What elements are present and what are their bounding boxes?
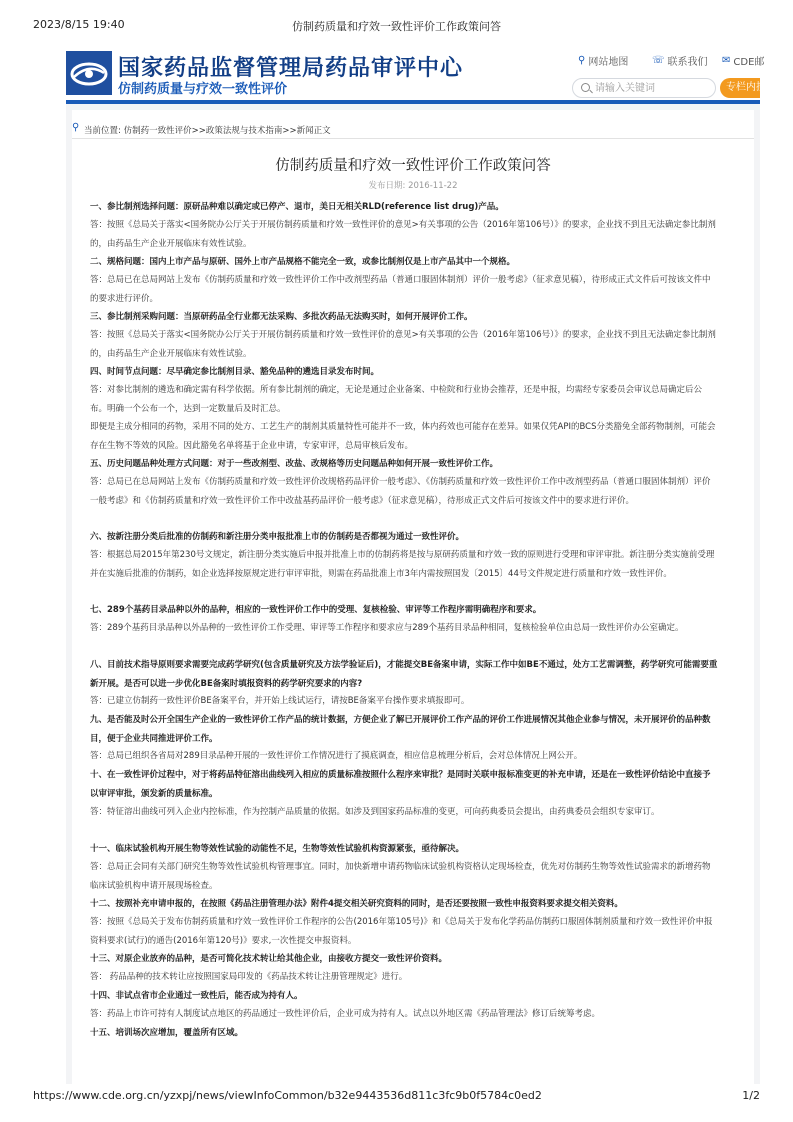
question-paragraph: 三、参比制剂采购问题：当原研药品全行业都无法采购、多批次药品无法购买时，如何开展评价工作。 [90,312,473,322]
answer-paragraph: 答：对参比制剂的遴选和确定需有科学依据。所有参比制剂的确定，无论是通过企业备案、中检院和行业协会推荐，还是申报，均需经专家委员会审议总局确定后公布。明确一个公布一个，达到一定数量后及时汇总。 [90,385,703,414]
site-header [66,43,766,103]
question-paragraph: 二、规格问题：国内上市产品与原研、国外上市产品规格不能完全一致，或参比制剂仅是上市产品其中一个规格。 [90,257,516,267]
answer-paragraph: 答：总局已组织各省局对289目录品种开展的一致性评价工作情况进行了摸底调查，相应信息梳理分析后，会对总体情况上网公开。 [90,751,583,761]
article-title: 仿制药质量和疗效一致性评价工作政策问答 [275,158,551,174]
sitemap-label: 网站地图 [588,57,629,68]
question-paragraph: 十四、非试点省市企业通过一致性后，能否成为持有人。 [90,991,303,1001]
question-paragraph: 十一、临床试验机构开展生物等效性试验的动能性不足，生物等效性试验机构资源紧张，亟待解决。 [90,844,465,854]
search-icon[interactable] [581,83,590,92]
content-frame [66,104,760,1084]
answer-paragraph: 答：289个基药目录品种以外品种的一致性评价工作受理、审评等工作程序和要求应与289个基药目录品种相同，复核检验单位由总局一致性评价办公室确定。 [90,623,684,633]
question-paragraph: 十、在一致性评价过程中，对于将药品特征溶出曲线列入相应的质量标准按照什么程序来审批？是同时关联申报标准变更的补充申请，还是在一致性评价结论中直接予以审评审批，颁发新的质量标准。 [90,770,711,799]
answer-paragraph: 答：总局已在总局网站上发布《仿制药质量和疗效一致性评价工作中改剂型药品（普通口服固体制剂）评价一般考虑》（征求意见稿），待形成正式文件后可按该文件中的要求进行评价。 [90,275,711,304]
breadcrumb-divider [72,138,754,139]
contact-label: 联系我们 [667,57,708,68]
question-paragraph: 八、目前技术指导原则要求需要完成药学研究(包含质量研究及方法学验证后)，才能提交BE备案申请，实际工作中如BE不通过，处方工艺需调整，药学研究可能需要重新开展。是否可以进一步优化BE备案时填报资料的药学研究要求的内容? [90,660,718,689]
print-page-number: 1/2 [742,1089,760,1102]
print-url: https://www.cde.org.cn/yzxpj/news/viewInfoCommon/b32e9443536d811c3fc9b0f5784c0ed2 [33,1089,542,1102]
print-footer [33,1089,760,1103]
site-name: 国家药品监督管理局药品审评中心 [118,56,464,81]
answer-paragraph: 答：已建立仿制药一致性评价BE备案平台，并开始上线试运行，请按BE备案平台操作要求填报即可。 [90,696,470,706]
print-header [33,18,760,32]
question-paragraph: 六、按新注册分类后批准的仿制药和新注册分类申报批准上市的仿制药是否都视为通过一致性评价。 [90,532,465,542]
print-datetime: 2023/8/15 19:40 [33,18,125,31]
search-input[interactable] [595,81,705,95]
sitemap-link[interactable] [578,53,628,68]
site-subtitle: 仿制药质量与疗效一致性评价 [118,82,288,97]
location-pin-icon: ⚲ [578,55,586,66]
cde-mail-link[interactable] [722,53,764,68]
zone-search-button[interactable]: 专栏内搜 [720,78,760,98]
answer-paragraph: 答：按照《总局关于落实<国务院办公厅关于开展仿制药质量和疗效一致性评价的意见>有关事项的公告（2016年第106号）》的要求，企业找不到且无法确定参比制剂的，由药品生产企业开展临床有效性试验。 [90,220,716,249]
cde-logo-icon[interactable] [66,51,112,95]
question-paragraph: 四、时间节点问题：尽早确定参比制剂目录、豁免品种的遴选目录发布时间。 [90,367,380,377]
answer-paragraph: 答：药品上市许可持有人制度试点地区的药品通过一致性评价后，企业可成为持有人。试点以外地区需《药品管理法》修订后统筹考虑。 [90,1009,601,1019]
location-pin-icon: ⚲ [72,122,80,133]
cde-mail-label: CDE邮 [733,57,765,68]
question-paragraph: 十五、培训场次应增加，覆盖所有区域。 [90,1028,244,1038]
answer-paragraph: 答：特征溶出曲线可列入企业内控标准，作为控制产品质量的依据。如涉及到国家药品标准的变更，可向药典委员会提出，由药典委员会组织专家审订。 [90,807,660,817]
mail-icon: ✉ [722,55,731,66]
question-paragraph: 九、是否能及时公开全国生产企业的一致性评价工作产品的统计数据，方便企业了解已开展评价工作产品的评价工作进展情况其他企业参与情况，未开展评价的品种数目，便于企业共同推进评价工作。 [90,715,711,744]
breadcrumb-prefix: 当前位置: [84,126,121,136]
top-links [578,53,765,68]
answer-paragraph: 答：根据总局2015年第230号文规定，新注册分类实施后申报并批准上市的仿制药将是按与原研药质量和疗效一致的原则进行受理和审评审批。新注册分类实施前受理并在实施后批准的仿制药，如企业选择按原规定进行审评审批，则需在药品批准上市3年内需按照国发〔2015〕44号文件规定进行质量和疗效一致性评价。 [90,550,715,579]
question-paragraph: 五、历史问题品种处理方式问题：对于一些改剂型、改盐、改规格等历史问题品种如何开展一致性评价工作。 [90,459,499,469]
answer-paragraph: 答：总局已在总局网站上发布《仿制药质量和疗效一致性评价改规格药品评价一般考虑》、《仿制药质量和疗效一致性评价工作中改剂型药品（普通口服固体制剂）评价一般考虑》和《仿制药质量和疗效一致性评价工作中改盐基药品评价一般考虑》（征求意见稿），待形成正式文件后可按该文件中的要求进行评价。 [90,477,711,506]
breadcrumb-path[interactable]: 仿制药一致性评价>>政策法规与技术指南>>新闻正文 [123,126,331,136]
phone-icon: ☏ [652,55,665,66]
question-paragraph: 十二、按照补充申请申报的，在按照《药品注册管理办法》附件4提交相关研究资料的同时，是否还要按照一致性申报资料要求提交相关资料。 [90,899,623,909]
print-title: 仿制药质量和疗效一致性评价工作政策问答 [292,20,501,33]
question-paragraph: 一、参比制剂选择问题：原研品种难以确定或已停产、退市，美日无相关RLD(reference list drug)产品。 [90,202,504,212]
answer-paragraph: 答：按照《总局关于落实<国务院办公厅关于开展仿制药质量和疗效一致性评价的意见>有关事项的公告（2016年第106号）》的要求，企业找不到且无法确定参比制剂的，由药品生产企业开展临床有效性试验。 [90,330,716,359]
contact-link[interactable] [652,53,708,68]
article-date: 发布日期: 2016-11-22 [368,181,458,191]
answer-paragraph: 即便是主成分相同的药物，采用不同的处方、工艺生产的制剂其质量特性可能并不一致，体内药效也可能存在差异。如果仅凭API的BCS分类豁免全部药物制剂，可能会存在生物不等效的风险。因此豁免名单将基于企业申请，专家审评，总局审核后发布。 [90,422,716,451]
content-panel [72,110,754,1084]
answer-paragraph: 答：按照《总局关于发布仿制药质量和疗效一致性评价工作程序的公告(2016年第105号)》和《总局关于发布化学药品仿制药口服固体制剂质量和疗效一致性评价申报资料要求(试行)的通告(2016年第120号)》要求,一次性提交申报资料。 [90,917,713,946]
question-paragraph: 十三、对原企业放弃的品种，是否可简化技术转让给其他企业，由接收方提交一致性评价资料。 [90,954,448,964]
search-box [572,78,716,98]
breadcrumb-text [84,124,331,136]
question-paragraph: 七、289个基药目录品种以外的品种，相应的一致性评价工作中的受理、复核检验、审评等工作程序需明确程序和要求。 [90,605,542,615]
answer-paragraph: 答： 药品品种的技术转让应按照国家局印发的《药品技术转让注册管理规定》进行。 [90,972,408,982]
answer-paragraph: 答：总局正会同有关部门研究生物等效性试验机构管理事宜。同时，加快新增申请药物临床试验机构资格认定现场检查，优先对仿制药生物等效性试验需求的新增药物临床试验机构申请开展现场检查。 [90,862,711,891]
